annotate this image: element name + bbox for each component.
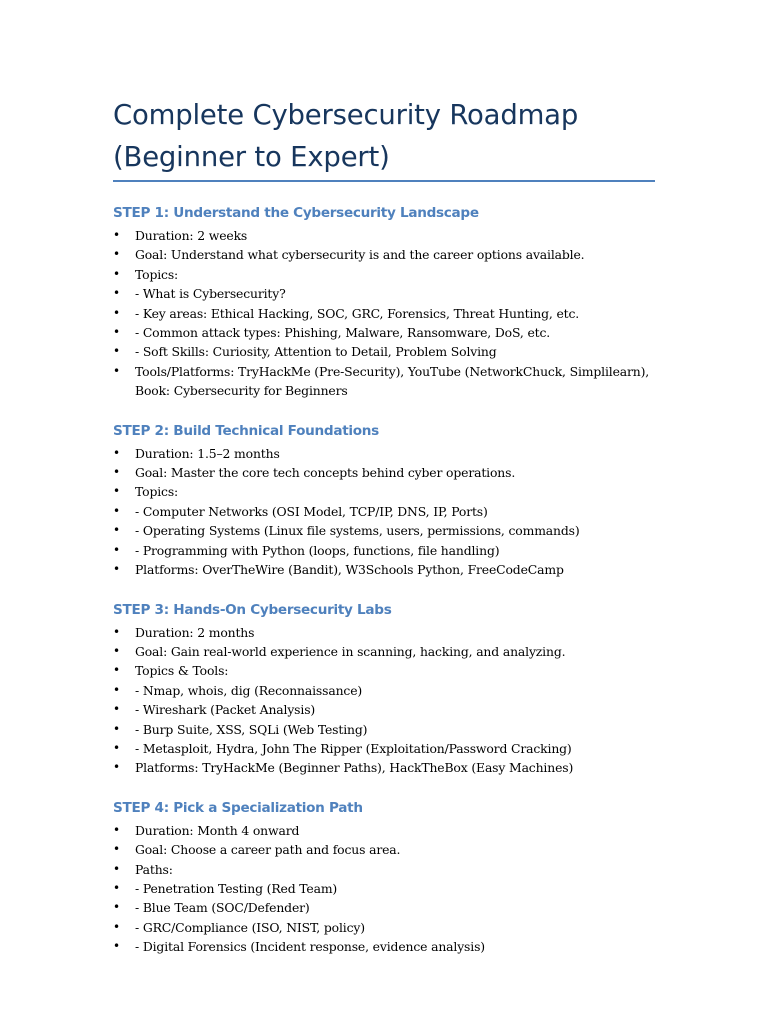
list-item-text: Platforms: OverTheWire (Bandit), W3Schools Python, FreeCodeCamp: [135, 562, 564, 578]
list-item-text: - Operating Systems (Linux file systems, users, permissions, commands): [135, 523, 580, 539]
list-item: [113, 642, 673, 661]
bullet-icon: •: [113, 484, 120, 499]
list-item: [113, 284, 673, 303]
list-item: [113, 700, 673, 719]
list-item: [113, 918, 673, 937]
list-item-text: Paths:: [135, 861, 173, 877]
list-item-text: Goal: Gain real-world experience in scanning, hacking, and analyzing.: [135, 643, 566, 659]
list-item: [113, 482, 673, 501]
list-item: [113, 323, 673, 342]
list-item-text: Duration: 1.5–2 months: [135, 445, 280, 461]
title-underline: [113, 180, 655, 182]
list-item-text: Platforms: TryHackMe (Beginner Paths), HackTheBox (Easy Machines): [135, 760, 574, 776]
list-item-text: - Wireshark (Packet Analysis): [135, 702, 316, 718]
document-title: [113, 94, 673, 178]
list-item: [113, 758, 673, 777]
list-item-text: Duration: 2 months: [135, 624, 255, 640]
list-item-text: Topics:: [135, 484, 179, 500]
list-item: [113, 860, 673, 879]
bullet-icon: •: [113, 880, 120, 895]
bullet-icon: •: [113, 363, 120, 378]
list-item-text: - GRC/Compliance (ISO, NIST, policy): [135, 919, 365, 935]
list-item-text: - Key areas: Ethical Hacking, SOC, GRC, Forensics, Threat Hunting, etc.: [135, 305, 580, 321]
roadmap-steps: [113, 200, 673, 974]
bullet-icon: •: [113, 562, 120, 577]
bullet-icon: •: [113, 247, 120, 262]
list-item: [113, 245, 673, 264]
list-item: [113, 898, 673, 917]
list-item-text: Topics & Tools:: [135, 663, 229, 679]
list-item-text: Goal: Understand what cybersecurity is and the career options available.: [135, 247, 585, 263]
list-item: [113, 720, 673, 739]
list-item-text: - Metasploit, Hydra, John The Ripper (Exploitation/Password Cracking): [135, 740, 572, 756]
step-heading: STEP 3: Hands-On Cybersecurity Labs: [113, 601, 392, 618]
list-item-text: - Digital Forensics (Incident response, evidence analysis): [135, 939, 485, 955]
bullet-icon: •: [113, 842, 120, 857]
step-heading: STEP 2: Build Technical Foundations: [113, 422, 379, 439]
bullet-icon: •: [113, 465, 120, 480]
bullet-icon: •: [113, 344, 120, 359]
list-item: [113, 661, 673, 680]
list-item: [113, 362, 673, 401]
step-heading: STEP 1: Understand the Cybersecurity Landscape: [113, 205, 479, 221]
bullet-icon: •: [113, 900, 120, 915]
list-item-text: - Burp Suite, XSS, SQLi (Web Testing): [135, 721, 368, 737]
list-item-text: - Soft Skills: Curiosity, Attention to Detail, Problem Solving: [135, 344, 497, 360]
bullet-icon: •: [113, 721, 120, 736]
bullet-icon: •: [113, 286, 120, 301]
list-item-text: Duration: 2 weeks: [135, 228, 248, 243]
bullet-icon: •: [113, 542, 120, 557]
step-item-list: [113, 821, 673, 957]
step-item-list: [113, 444, 673, 580]
list-item: [113, 681, 673, 700]
bullet-icon: •: [113, 523, 120, 538]
step-item-list: [113, 226, 673, 401]
bullet-icon: •: [113, 702, 120, 717]
bullet-icon: •: [113, 760, 120, 775]
bullet-icon: •: [113, 822, 120, 837]
list-item: [113, 623, 673, 642]
list-item-text: - Programming with Python (loops, functions, file handling): [135, 542, 500, 558]
list-item-text: - Blue Team (SOC/Defender): [135, 900, 310, 916]
list-item: [113, 560, 673, 579]
list-item-text: - What is Cybersecurity?: [135, 286, 286, 302]
list-item-text: - Common attack types: Phishing, Malware, Ransomware, DoS, etc.: [135, 325, 551, 341]
bullet-icon: •: [113, 445, 120, 460]
list-item: [113, 840, 673, 859]
bullet-icon: •: [113, 228, 120, 242]
bullet-icon: •: [113, 939, 120, 954]
bullet-icon: •: [113, 624, 120, 639]
step-section-1: [113, 200, 673, 401]
list-item-text: Topics:: [135, 266, 179, 282]
list-item: [113, 444, 673, 463]
list-item-text: Goal: Master the core tech concepts behind cyber operations.: [135, 465, 516, 481]
list-item-text: Goal: Choose a career path and focus area.: [135, 842, 401, 858]
bullet-icon: •: [113, 325, 120, 340]
list-item: [113, 739, 673, 758]
list-item: [113, 463, 673, 482]
list-item: [113, 342, 673, 361]
bullet-icon: •: [113, 682, 120, 697]
bullet-icon: •: [113, 861, 120, 876]
title-line-2: (Beginner to Expert): [113, 141, 390, 173]
step-section-4: [113, 795, 673, 957]
step-heading: STEP 4: Pick a Specialization Path: [113, 799, 363, 816]
bullet-icon: •: [113, 643, 120, 658]
list-item-text: - Penetration Testing (Red Team): [135, 880, 338, 896]
list-item: [113, 521, 673, 540]
list-item-text: - Nmap, whois, dig (Reconnaissance): [135, 682, 363, 698]
step-item-list: [113, 623, 673, 778]
list-item: [113, 541, 673, 560]
bullet-icon: •: [113, 503, 120, 518]
step-section-3: [113, 597, 673, 778]
title-line-1: Complete Cybersecurity Roadmap: [113, 99, 579, 131]
bullet-icon: •: [113, 663, 120, 678]
list-item: [113, 226, 673, 245]
list-item-text: - Computer Networks (OSI Model, TCP/IP, DNS, IP, Ports): [135, 503, 488, 519]
bullet-icon: •: [113, 305, 120, 320]
list-item: [113, 304, 673, 323]
list-item: [113, 821, 673, 840]
bullet-icon: •: [113, 919, 120, 934]
bullet-icon: •: [113, 266, 120, 281]
list-item-text: Tools/Platforms: TryHackMe (Pre-Security), YouTube (NetworkChuck, Simplilearn), Book: Cybersecurity for Beginners: [135, 363, 650, 399]
step-section-2: [113, 418, 673, 580]
list-item: [113, 937, 673, 956]
bullet-icon: •: [113, 740, 120, 755]
list-item: [113, 502, 673, 521]
list-item: [113, 265, 673, 284]
list-item: [113, 879, 673, 898]
list-item-text: Duration: Month 4 onward: [135, 822, 300, 838]
